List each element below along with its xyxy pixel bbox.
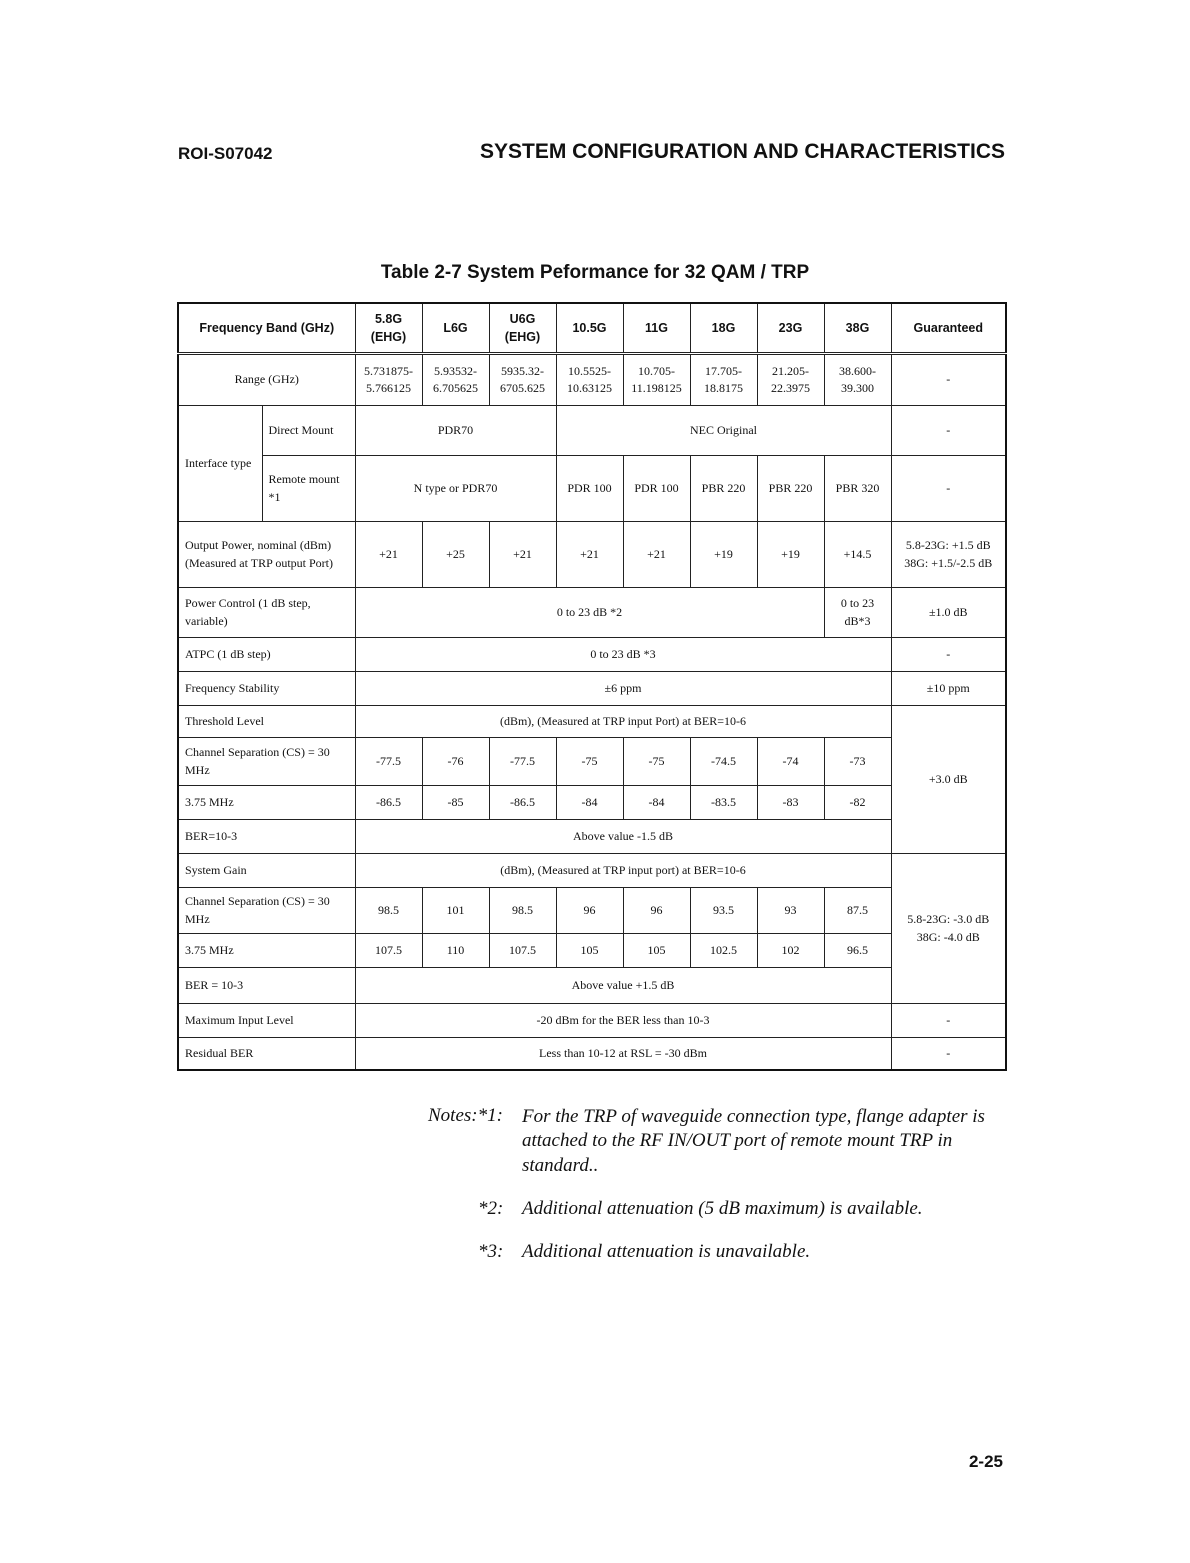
guaranteed-cell: - [891,1038,1006,1070]
range-cell: 5.93532- 6.705625 [422,354,489,406]
header-col: L6G [422,303,489,354]
value-cell: (dBm), (Measured at TRP input Port) at BER=10-6 [355,706,891,738]
range-cell: 5935.32- 6705.625 [489,354,556,406]
row-label: 3.75 MHz [178,934,355,968]
note-2-text: Additional attenuation (5 dB maximum) is available. [522,1198,923,1219]
value-cell: -82 [824,786,891,820]
header-col: 11G [623,303,690,354]
table-row [178,588,1006,638]
table-row [178,738,1006,786]
value-cell: 0 to 23 dB*3 [824,588,891,638]
value-cell: PBR 220 [757,456,824,522]
row-label: Range (GHz) [178,354,355,406]
row-label: ATPC (1 dB step) [178,638,355,672]
value-cell: -86.5 [489,786,556,820]
row-label: Maximum Input Level [178,1004,355,1038]
value-cell: -84 [556,786,623,820]
value-cell: PDR 100 [623,456,690,522]
value-cell: -77.5 [489,738,556,786]
guaranteed-cell: ±10 ppm [891,672,1006,706]
range-cell: 10.5525- 10.63125 [556,354,623,406]
value-cell: -85 [422,786,489,820]
value-cell: 110 [422,934,489,968]
range-cell: 5.731875- 5.766125 [355,354,422,406]
value-cell: 96 [623,888,690,934]
row-label: Frequency Stability [178,672,355,706]
guaranteed-cell: - [891,406,1006,456]
note-1-key: Notes:*1: [428,1105,503,1126]
table-row [178,888,1006,934]
table-row [178,406,1006,456]
table-title: Table 2-7 System Peformance for 32 QAM / TRP [380,262,810,283]
guaranteed-cell: 5.8-23G: -3.0 dB 38G: -4.0 dB [891,854,1006,1004]
value-cell: (dBm), (Measured at TRP input port) at BER=10-6 [355,854,891,888]
header-col: 18G [690,303,757,354]
row-label: Output Power, nominal (dBm) (Measured at TRP output Port) [178,522,355,588]
value-cell: -74.5 [690,738,757,786]
value-cell: -75 [556,738,623,786]
header-col: 38G [824,303,891,354]
value-cell: 96 [556,888,623,934]
value-cell: PDR70 [355,406,556,456]
value-cell: -83 [757,786,824,820]
header-col: 10.5G [556,303,623,354]
value-cell: 107.5 [355,934,422,968]
header-col: 23G [757,303,824,354]
header-guaranteed: Guaranteed [891,303,1006,354]
header-col: U6G (EHG) [489,303,556,354]
value-cell: Above value -1.5 dB [355,820,891,854]
row-label: 3.75 MHz [178,786,355,820]
row-label: Interface type [178,406,262,522]
value-cell: +14.5 [824,522,891,588]
value-cell: 96.5 [824,934,891,968]
row-label: Channel Separation (CS) = 30 MHz [178,888,355,934]
value-cell: -76 [422,738,489,786]
table-row [178,820,1006,854]
row-label: System Gain [178,854,355,888]
range-cell: 38.600- 39.300 [824,354,891,406]
range-cell: 17.705- 18.8175 [690,354,757,406]
value-cell: -84 [623,786,690,820]
value-cell: -74 [757,738,824,786]
table-row [178,456,1006,522]
guaranteed-cell: ±1.0 dB [891,588,1006,638]
value-cell: 98.5 [355,888,422,934]
value-cell: -73 [824,738,891,786]
guaranteed-cell: - [891,638,1006,672]
value-cell: +25 [422,522,489,588]
header-col: 5.8G (EHG) [355,303,422,354]
range-cell: 10.705- 11.198125 [623,354,690,406]
note-1-text: For the TRP of waveguide connection type, flange adapter is attached to the RF IN/OUT port of remote mount TRP in standard.. [522,1106,985,1176]
value-cell: 102.5 [690,934,757,968]
table-row [178,854,1006,888]
table-row [178,522,1006,588]
row-label: BER = 10-3 [178,968,355,1004]
value-cell: -83.5 [690,786,757,820]
note-3-text: Additional attenuation is unavailable. [522,1241,811,1262]
value-cell: Above value +1.5 dB [355,968,891,1004]
row-label: Channel Separation (CS) = 30 MHz [178,738,355,786]
value-cell: 0 to 23 dB *3 [355,638,891,672]
value-cell: 87.5 [824,888,891,934]
row-label: BER=10-3 [178,820,355,854]
note-3-key: *3: [478,1241,504,1262]
guaranteed-cell: - [891,456,1006,522]
guaranteed-cell: +3.0 dB [891,706,1006,854]
value-cell: -77.5 [355,738,422,786]
sub-label: Remote mount *1 [262,456,355,522]
value-cell: PDR 100 [556,456,623,522]
section-title: SYSTEM CONFIGURATION AND CHARACTERISTICS [480,140,1005,163]
table-row [178,706,1006,738]
value-cell: +21 [489,522,556,588]
value-cell: Less than 10-12 at RSL = -30 dBm [355,1038,891,1070]
value-cell: N type or PDR70 [355,456,556,522]
value-cell: PBR 220 [690,456,757,522]
row-label: Power Control (1 dB step, variable) [178,588,355,638]
value-cell: -75 [623,738,690,786]
guaranteed-cell: - [891,1004,1006,1038]
guaranteed-cell: 5.8-23G: +1.5 dB 38G: +1.5/-2.5 dB [891,522,1006,588]
guaranteed-cell: - [891,354,1006,406]
value-cell: PBR 320 [824,456,891,522]
value-cell: +19 [757,522,824,588]
note-2-key: *2: [478,1198,504,1219]
value-cell: -86.5 [355,786,422,820]
value-cell: NEC Original [556,406,891,456]
table-row [178,968,1006,1004]
value-cell: -20 dBm for the BER less than 10-3 [355,1004,891,1038]
sub-label: Direct Mount [262,406,355,456]
table-row [178,638,1006,672]
value-cell: ±6 ppm [355,672,891,706]
performance-table [177,302,1007,1071]
table-row [178,1004,1006,1038]
table-row [178,354,1006,406]
value-cell: +21 [623,522,690,588]
table-header-row [178,303,1006,354]
range-cell: 21.205- 22.3975 [757,354,824,406]
value-cell: 98.5 [489,888,556,934]
table-row [178,672,1006,706]
table-row [178,934,1006,968]
value-cell: +19 [690,522,757,588]
value-cell: 101 [422,888,489,934]
value-cell: 105 [623,934,690,968]
document-id: ROI-S07042 [178,144,273,163]
page-number: 2-25 [968,1452,1003,1471]
value-cell: +21 [355,522,422,588]
header-frequency-band: Frequency Band (GHz) [178,303,355,354]
row-label: Threshold Level [178,706,355,738]
value-cell: 0 to 23 dB *2 [355,588,824,638]
value-cell: 105 [556,934,623,968]
value-cell: 93 [757,888,824,934]
value-cell: 93.5 [690,888,757,934]
value-cell: 107.5 [489,934,556,968]
table-row [178,1038,1006,1070]
value-cell: +21 [556,522,623,588]
row-label: Residual BER [178,1038,355,1070]
table-row [178,786,1006,820]
value-cell: 102 [757,934,824,968]
